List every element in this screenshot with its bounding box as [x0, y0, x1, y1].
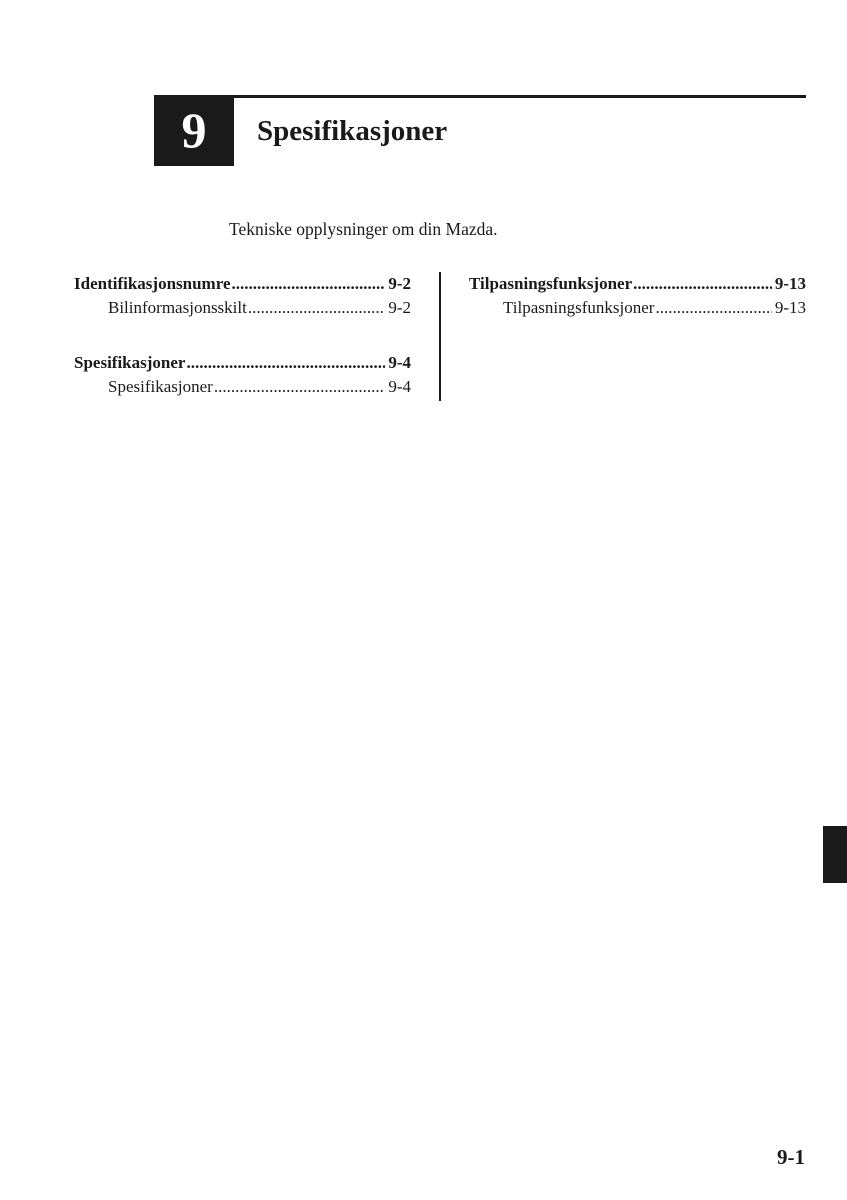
toc-entry-label: Bilinformasjonsskilt — [108, 298, 247, 317]
header-rule — [234, 95, 806, 98]
toc-entry-page: 9-2 — [388, 298, 411, 317]
chapter-number-badge: 9 — [154, 95, 234, 166]
toc-entry-page: 9-4 — [388, 353, 411, 372]
toc-entry-page: 9-13 — [774, 274, 806, 293]
toc-entry-identifikasjonsnumre[interactable] — [74, 272, 411, 296]
toc-leader-dots — [186, 351, 385, 375]
toc-entry-page: 9-13 — [774, 298, 806, 317]
toc-entry-label: Tilpasningsfunksjoner — [469, 274, 633, 293]
chapter-thumb-tab — [823, 826, 847, 883]
toc-subentry-spesifikasjoner[interactable] — [74, 375, 411, 399]
toc-entry-page: 9-4 — [388, 377, 411, 396]
toc-entry-label: Tilpasningsfunksjoner — [503, 298, 655, 317]
toc-left-column — [74, 272, 411, 399]
toc-entry-label: Identifikasjonsnumre — [74, 274, 231, 293]
toc-column-divider — [439, 272, 441, 401]
page-number: 9-1 — [777, 1145, 805, 1169]
toc-spacer — [74, 320, 411, 351]
toc-leader-dots — [248, 296, 385, 320]
toc-right-column — [469, 272, 806, 320]
toc-subentry-bilinformasjonsskilt[interactable] — [74, 296, 411, 320]
chapter-intro: Tekniske opplysninger om din Mazda. — [229, 219, 498, 239]
toc-entry-label: Spesifikasjoner — [74, 353, 186, 372]
toc-entry-page: 9-2 — [388, 274, 411, 293]
toc-entry-label: Spesifikasjoner — [108, 377, 213, 396]
toc-leader-dots — [214, 375, 386, 399]
toc-entry-spesifikasjoner[interactable] — [74, 351, 411, 375]
chapter-title: Spesifikasjoner — [257, 115, 448, 147]
toc-subentry-tilpasningsfunksjoner[interactable] — [469, 296, 806, 320]
toc-leader-dots — [655, 296, 771, 320]
toc-entry-tilpasningsfunksjoner[interactable] — [469, 272, 806, 296]
toc-leader-dots — [633, 272, 772, 296]
toc-leader-dots — [232, 272, 386, 296]
